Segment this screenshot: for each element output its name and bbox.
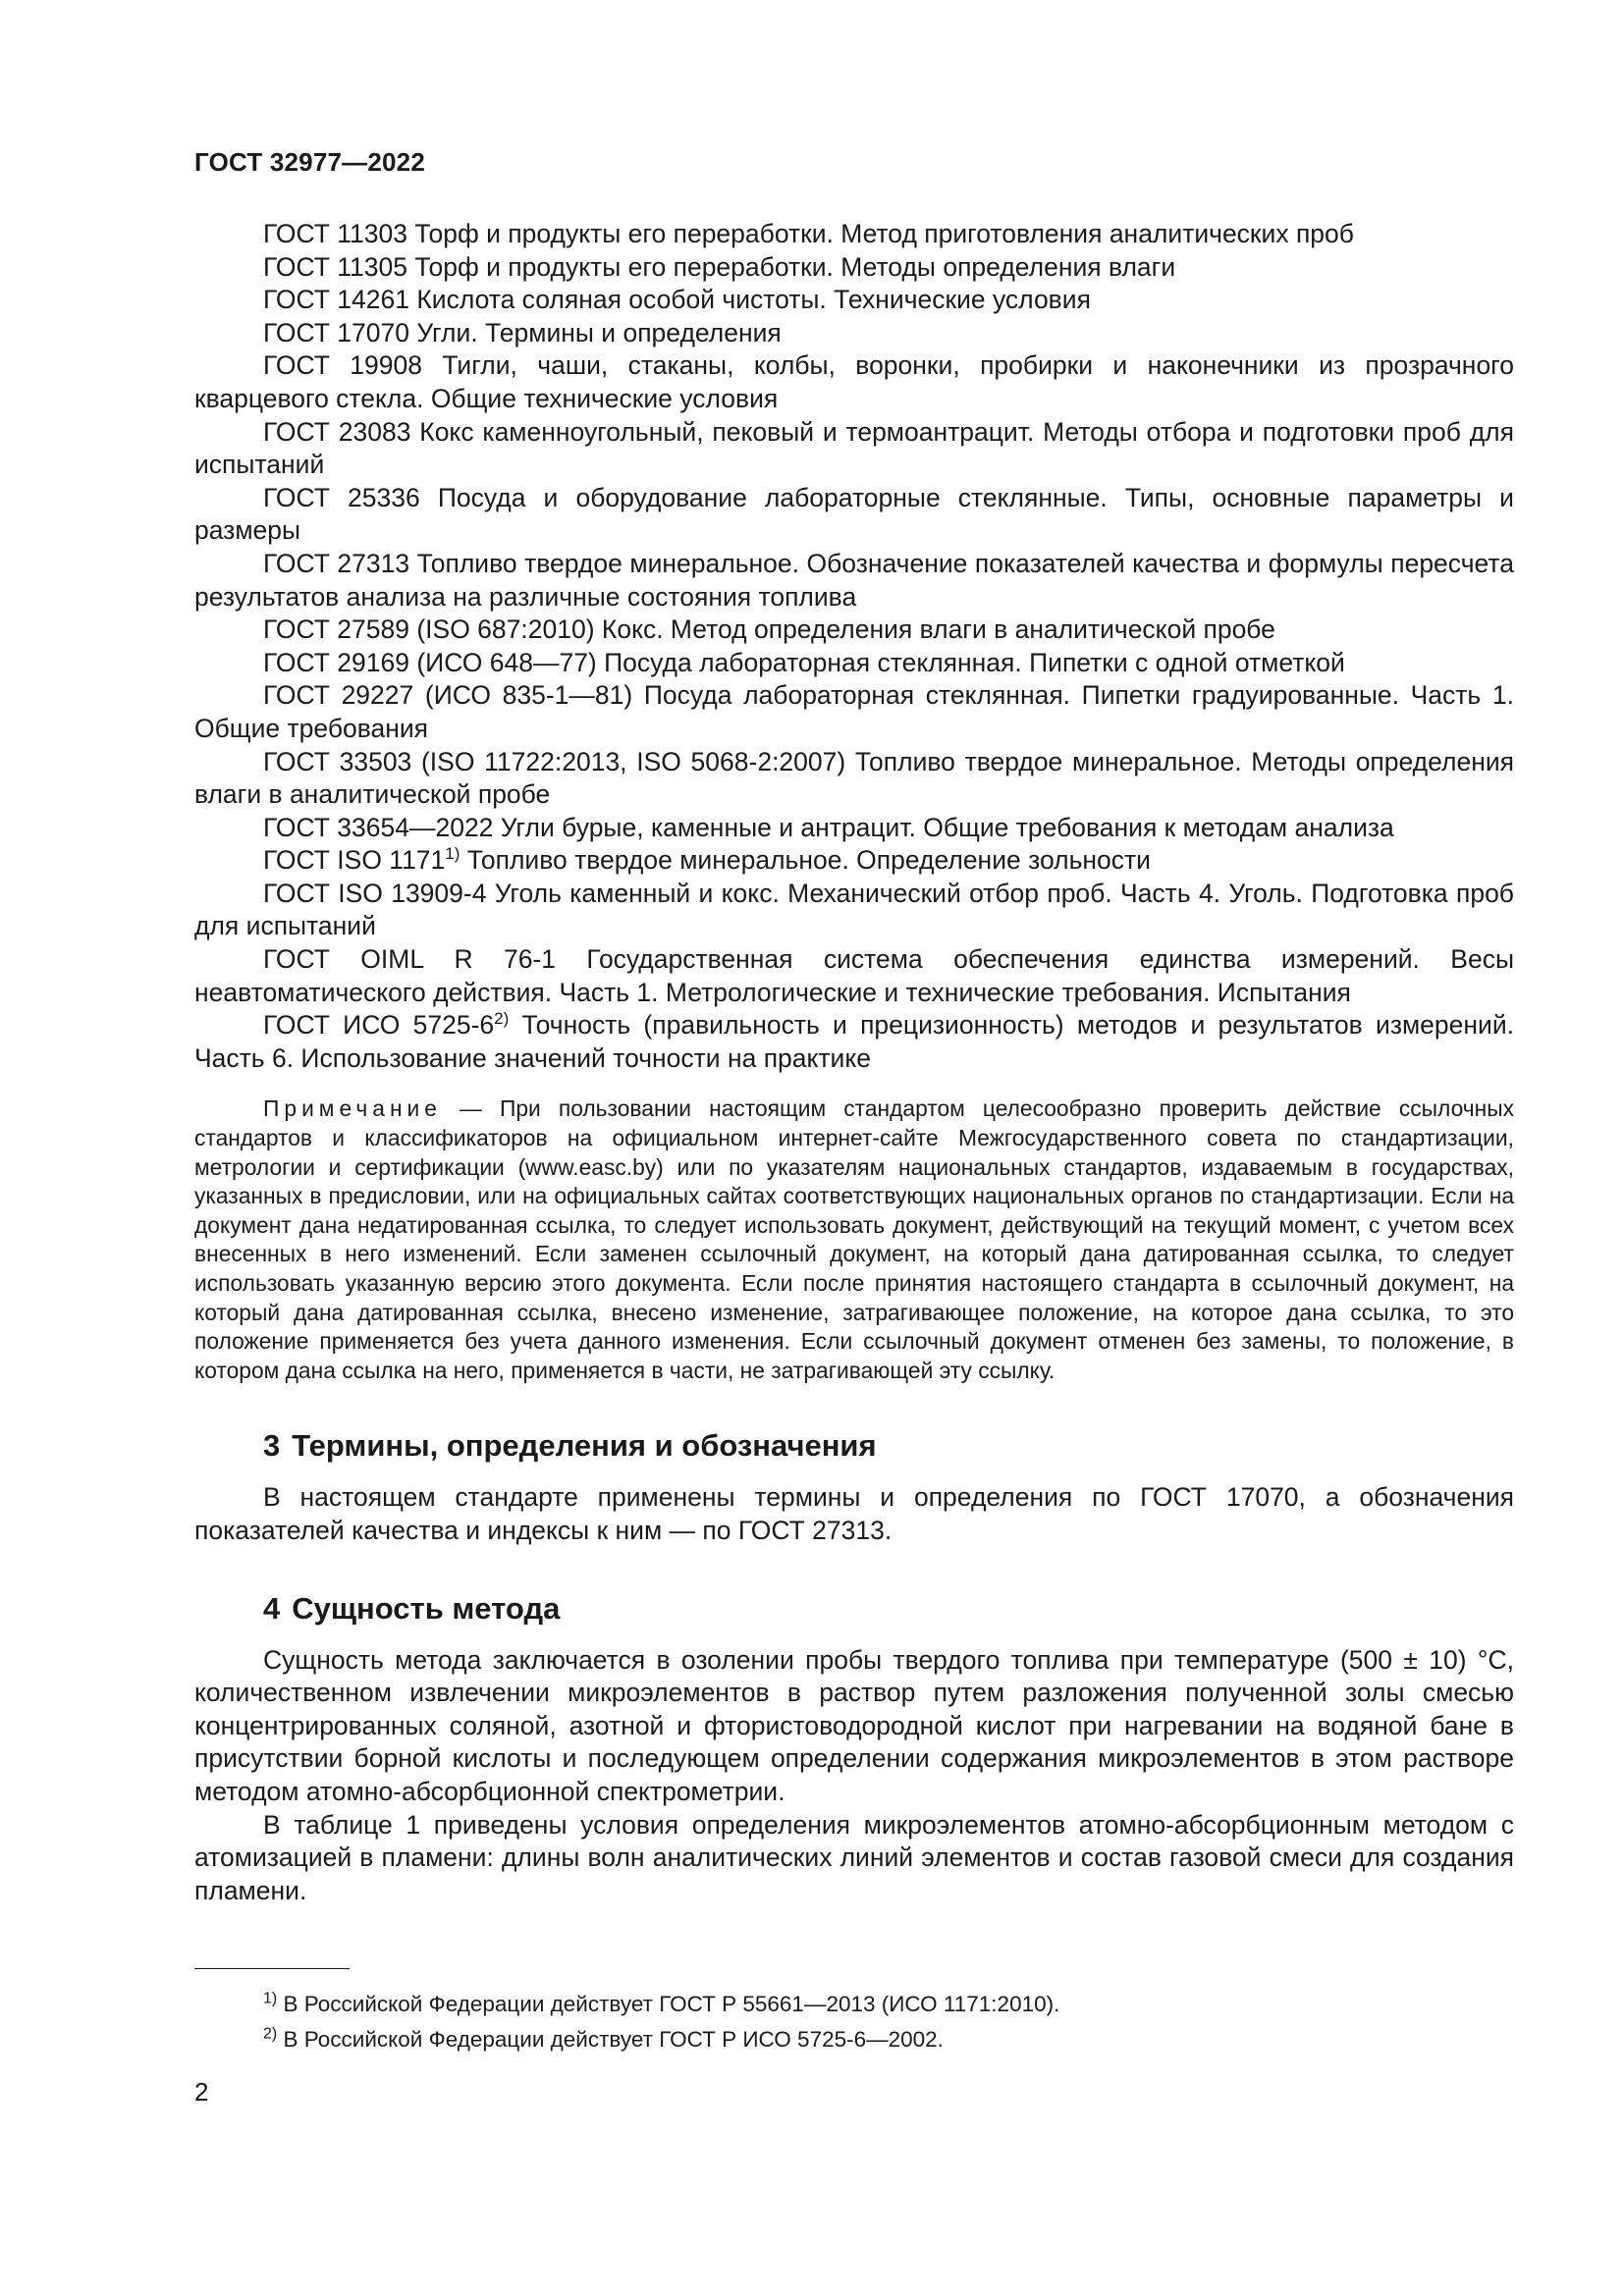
reference-item: ГОСТ 29169 (ИСО 648—77) Посуда лабораторная стеклянная. Пипетки с одной отметкой (263, 647, 1345, 677)
footnote-marker: 2) (263, 2025, 278, 2043)
section-title: Сущность метода (292, 1590, 561, 1626)
footnote-marker: 1) (445, 844, 460, 864)
note-paragraph (194, 1095, 1514, 1385)
footnote-text: В Российской Федерации действует ГОСТ Р 55661—2013 (ИСО 1171:2010). (277, 1992, 1060, 2016)
reference-item: ГОСТ 27589 (ISO 687:2010) Кокс. Метод определения влаги в аналитической пробе (263, 614, 1275, 645)
note-label: Примечание (263, 1095, 442, 1122)
page-number: 2 (194, 2077, 209, 2107)
section-3-text: В настоящем стандарте применены термины и определения по ГОСТ 17070, а обозначения показателей качества и индексы к ним — по ГОСТ 27313. (194, 1482, 1514, 1545)
reference-item: ГОСТ 11303 Торф и продукты его переработки. Метод приготовления аналитических проб (263, 219, 1354, 248)
section-4-heading (263, 1589, 1514, 1629)
page-header-doc-id: ГОСТ 32977—2022 (194, 147, 425, 177)
section-4-paragraph-2: В таблице 1 приведены условия определения микроэлементов атомно-абсорбционным методом с атомизацией в пламени: длины волн аналитических линий элементов и состав газовой смеси для создания пламени. (194, 1809, 1514, 1905)
section-number: 4 (263, 1590, 281, 1626)
reference-text: Топливо твердое минеральное. Определение зольности (460, 845, 1151, 876)
footnote-marker: 2) (494, 1009, 510, 1029)
footnote-divider (194, 1968, 350, 1969)
reference-item: ГОСТ ISO 13909-4 Уголь каменный и кокс. Механический отбор проб. Часть 4. Уголь. Подготовка проб для испытаний (194, 878, 1514, 941)
note-text: — При пользовании настоящим стандартом целесообразно проверить действие ссылочных стандартов и классификаторов на официальном интернет-сайте Межгосударственного совета по стандартизации, метрологии и сертификации (www.easc.by) или по указателям национальных стандартов, издаваемым в государствах, указанных в предисловии, или на официальных сайтах соответствующих национальных органов по стандартизации. Если на документ дана недатированная ссылка, то следует использовать документ, действующий на текущий момент, с учетом всех внесенных в него изменений. Если заменен ссылочный документ, на который дана датированная ссылка, то следует использовать указанную версию этого документа. Если после принятия настоящего стандарта в ссылочный документ, на который дана датированная ссылка, внесено изменение, затрагивающее положение, на которое дана ссылка, то это положение применяется без учета данного изменения. Если ссылочный документ отменен без замены, то положение, в котором дана ссылка на него, применяется в части, не затрагивающей эту ссылку. (194, 1095, 1514, 1383)
reference-item: ГОСТ 33503 (ISO 11722:2013, ISO 5068-2:2007) Топливо твердое минеральное. Методы определения влаги в аналитической пробе (194, 746, 1514, 810)
reference-item: ГОСТ 29227 (ИСО 835-1—81) Посуда лабораторная стеклянная. Пипетки градуированные. Часть 1. Общие требования (194, 680, 1514, 743)
page-body (194, 218, 1514, 1907)
reference-item: ГОСТ OIML R 76-1 Государственная система обеспечения единства измерений. Весы неавтоматического действия. Часть 1. Метрологические и технические требования. Испытания (194, 944, 1514, 1007)
reference-item: ГОСТ 23083 Кокс каменноугольный, пековый и термоантрацит. Методы отбора и подготовки проб для испытаний (194, 416, 1514, 480)
section-title: Термины, определения и обозначения (292, 1428, 877, 1464)
section-number: 3 (263, 1428, 281, 1464)
footnote-marker: 1) (263, 1990, 278, 2007)
footnote-item (194, 1987, 1514, 2022)
normative-references-list (194, 218, 1514, 1075)
reference-item: ГОСТ 27313 Топливо твердое минеральное. Обозначение показателей качества и формулы пересчета результатов анализа на различные состояния топлива (194, 548, 1514, 612)
reference-item (194, 844, 1514, 878)
reference-item: ГОСТ 11305 Торф и продукты его переработки. Методы определения влаги (263, 251, 1176, 282)
footnote-text: В Российской Федерации действует ГОСТ Р ИСО 5725-6—2002. (277, 2027, 944, 2052)
reference-text: ГОСТ ИСО 5725-6 (263, 1010, 495, 1041)
reference-text: ГОСТ ISO 1171 (263, 845, 446, 876)
reference-item: ГОСТ 33654—2022 Угли бурые, каменные и антрацит. Общие требования к методам анализа (263, 812, 1394, 842)
footnote-item (194, 2022, 1514, 2057)
reference-text: Точность (правильность и прецизионность) методов и результатов измерений. Часть 6. Использование значений точности на практике (194, 1010, 1515, 1073)
reference-item: ГОСТ 19908 Тигли, чаши, стаканы, колбы, воронки, пробирки и наконечники из прозрачного кварцевого стекла. Общие технические условия (194, 350, 1514, 413)
section-3-heading (263, 1426, 1514, 1466)
footnotes (194, 1987, 1514, 2057)
reference-item: ГОСТ 17070 Угли. Термины и определения (263, 317, 782, 347)
section-4-paragraph-1: Сущность метода заключается в озолении пробы твердого топлива при температуре (500 ± 10) °С, количественном извлечении микроэлементов в раствор путем разложения полученной золы смесью концентрированных соляной, азотной и фтористоводородной кислот при нагревании на водяной бане в присутствии борной кислоты и последующем определении содержания микроэлементов в этом растворе методом атомно-абсорбционной спектрометрии. (194, 1644, 1514, 1806)
reference-item: ГОСТ 25336 Посуда и оборудование лабораторные стеклянные. Типы, основные параметры и размеры (194, 482, 1514, 546)
reference-item (194, 1009, 1514, 1075)
reference-item: ГОСТ 14261 Кислота соляная особой чистоты. Технические условия (263, 285, 1091, 315)
